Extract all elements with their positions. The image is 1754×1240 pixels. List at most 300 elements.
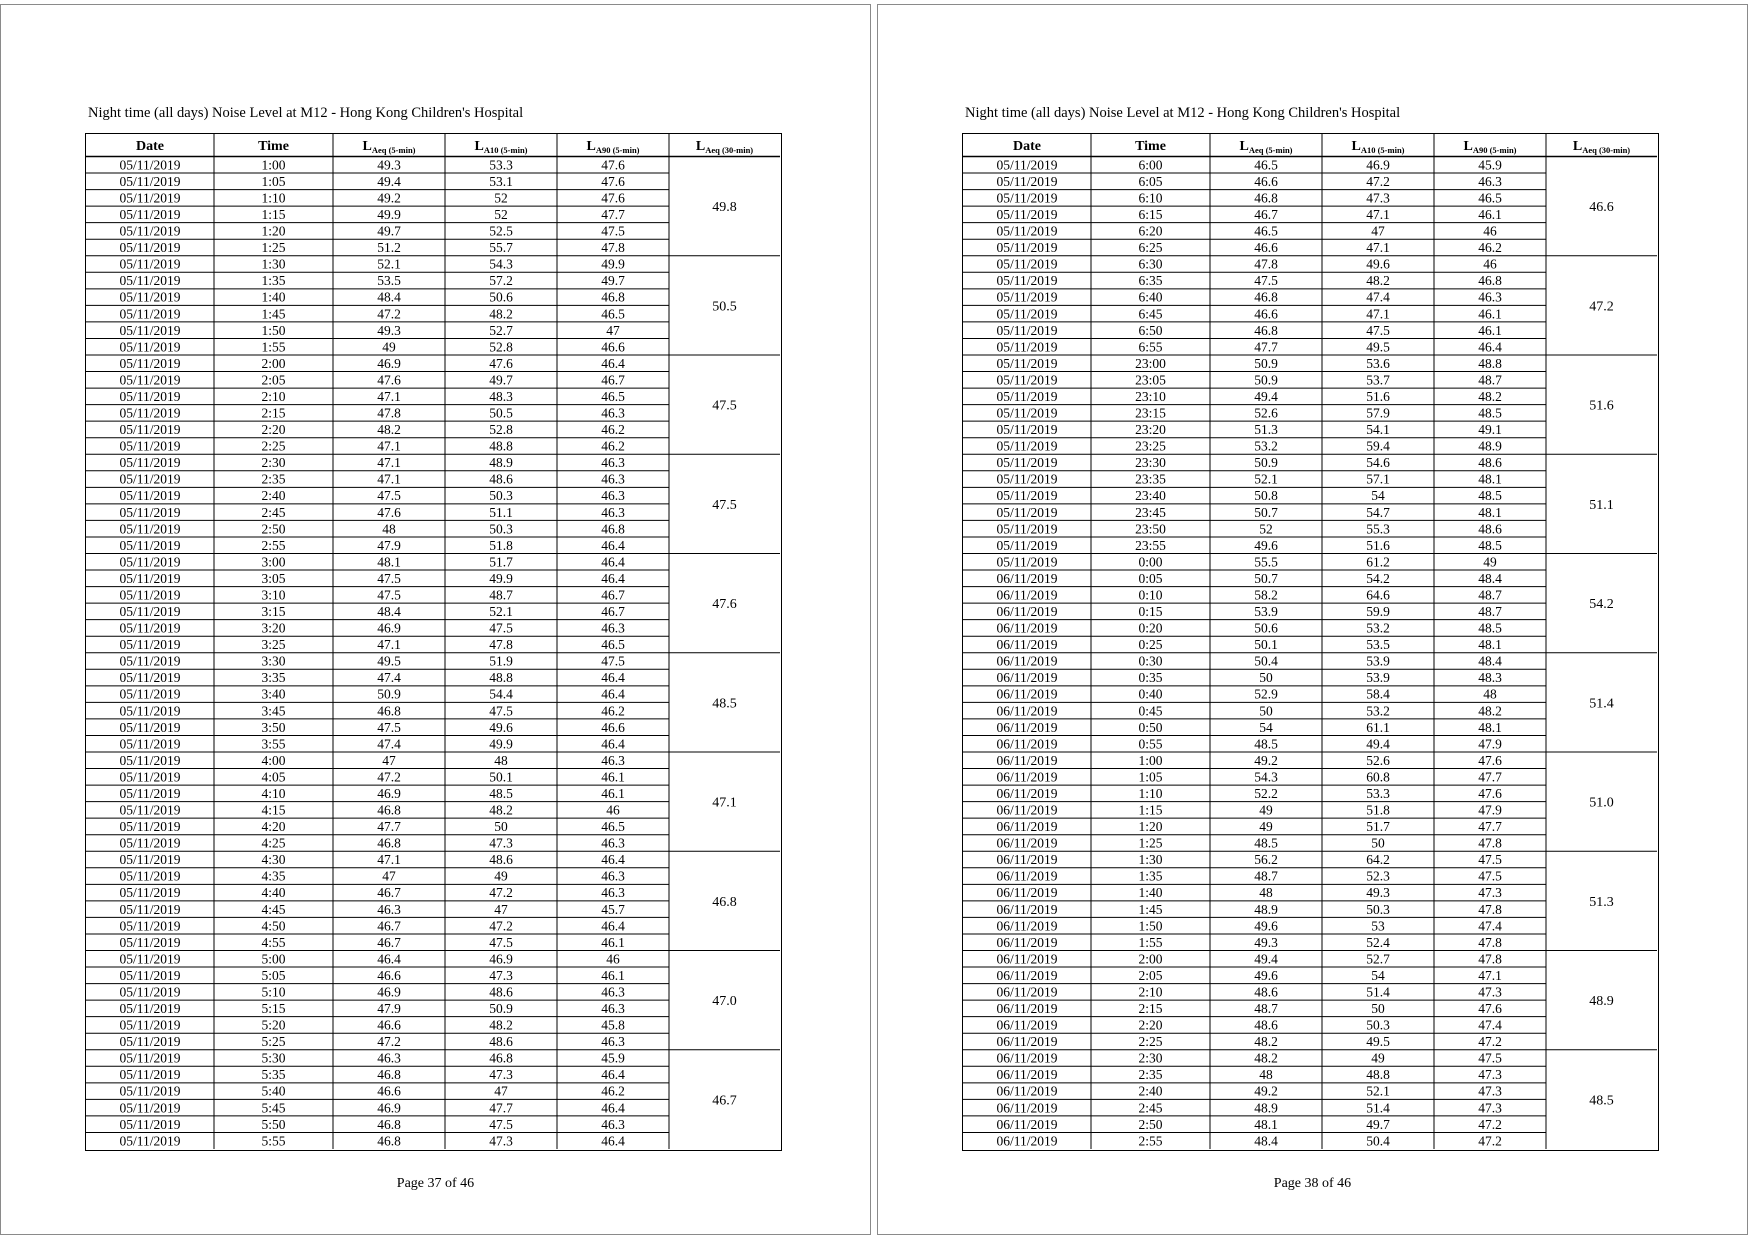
- cell-time: 0:50: [1138, 719, 1163, 735]
- cell-laeq-5min: 49.4: [377, 173, 401, 189]
- cell-laeq-5min: 46.6: [1254, 306, 1278, 322]
- cell-laeq-5min: 50.9: [1254, 355, 1278, 371]
- cell-laeq-30min: 47.0: [712, 994, 737, 1010]
- cell-laeq-5min: 46.9: [377, 785, 401, 801]
- cell-la10-5min: 47.6: [489, 355, 513, 371]
- cell-la90-5min: 46.5: [601, 388, 625, 404]
- cell-date: 05/11/2019: [119, 802, 181, 818]
- cell-laeq-5min: 58.2: [1254, 587, 1278, 603]
- cell-la10-5min: 47: [1371, 223, 1385, 239]
- cell-la10-5min: 49.3: [1366, 885, 1390, 901]
- cell-la90-5min: 46.1: [1478, 306, 1502, 322]
- cell-date: 06/11/2019: [996, 653, 1058, 669]
- cell-la10-5min: 51.8: [1366, 802, 1390, 818]
- cell-la10-5min: 53.1: [489, 173, 513, 189]
- cell-laeq-5min: 49.9: [377, 207, 401, 223]
- cell-la10-5min: 50.5: [489, 405, 513, 421]
- cell-la90-5min: 46.3: [601, 620, 625, 636]
- cell-la10-5min: 50.3: [489, 521, 513, 537]
- cell-date: 06/11/2019: [996, 1017, 1058, 1033]
- cell-laeq-5min: 46.7: [377, 885, 401, 901]
- cell-la10-5min: 50.4: [1366, 1133, 1390, 1149]
- column-header-subscript: Aeq (30-min): [705, 145, 754, 155]
- cell-la90-5min: 46.2: [601, 422, 625, 438]
- cell-time: 23:25: [1135, 438, 1166, 454]
- column-header-label: L: [1239, 139, 1249, 154]
- cell-time: 2:25: [261, 438, 286, 454]
- cell-date: 05/11/2019: [119, 785, 181, 801]
- cell-la90-5min: 47.3: [1478, 885, 1502, 901]
- cell-la90-5min: 46.3: [601, 405, 625, 421]
- page-title: Night time (all days) Noise Level at M12 - Hong Kong Children's Hospital: [88, 105, 524, 121]
- cell-laeq-5min: 47.2: [377, 306, 401, 322]
- cell-la10-5min: 46.9: [489, 951, 513, 967]
- cell-time: 6:25: [1138, 240, 1163, 256]
- cell-date: 05/11/2019: [119, 388, 181, 404]
- cell-laeq-5min: 54: [1259, 719, 1273, 735]
- cell-laeq-5min: 46.6: [377, 1083, 401, 1099]
- cell-time: 4:15: [261, 802, 286, 818]
- cell-time: 0:00: [1138, 554, 1163, 570]
- cell-time: 1:15: [261, 207, 286, 223]
- cell-la90-5min: 46.6: [601, 339, 625, 355]
- page-number: Page 37 of 46: [396, 1176, 475, 1191]
- cell-la10-5min: 53.3: [489, 157, 513, 173]
- cell-laeq-5min: 52.1: [1254, 471, 1278, 487]
- cell-laeq-5min: 48: [1259, 885, 1273, 901]
- cell-laeq-5min: 48.2: [1254, 1050, 1278, 1066]
- cell-la90-5min: 46.4: [601, 852, 625, 868]
- cell-time: 5:40: [261, 1083, 286, 1099]
- cell-time: 3:00: [261, 554, 286, 570]
- cell-la90-5min: 47: [606, 322, 620, 338]
- cell-la10-5min: 49.7: [489, 372, 513, 388]
- cell-time: 23:10: [1135, 388, 1166, 404]
- cell-la90-5min: 46.4: [601, 355, 625, 371]
- cell-la10-5min: 53: [1371, 918, 1385, 934]
- cell-la10-5min: 54: [1371, 488, 1385, 504]
- cell-date: 06/11/2019: [996, 1116, 1058, 1132]
- cell-laeq-5min: 47.1: [377, 637, 401, 653]
- cell-la90-5min: 46.4: [601, 918, 625, 934]
- cell-la90-5min: 48.5: [1478, 405, 1502, 421]
- cell-time: 1:50: [1138, 918, 1163, 934]
- cell-la90-5min: 46.3: [601, 1001, 625, 1017]
- cell-time: 4:20: [261, 819, 286, 835]
- cell-la90-5min: 46.3: [601, 752, 625, 768]
- cell-laeq-5min: 47.8: [1254, 256, 1278, 272]
- cell-time: 4:45: [261, 901, 286, 917]
- cell-time: 3:05: [261, 570, 286, 586]
- cell-laeq-5min: 46.4: [377, 951, 401, 967]
- column-header-label: L: [1463, 139, 1473, 154]
- cell-laeq-5min: 47.2: [377, 769, 401, 785]
- cell-date: 05/11/2019: [119, 455, 181, 471]
- column-header-label: L: [1351, 139, 1361, 154]
- column-header-label: L: [362, 139, 372, 154]
- cell-la10-5min: 47.2: [489, 918, 513, 934]
- cell-laeq-5min: 46.3: [377, 1050, 401, 1066]
- cell-la90-5min: 47.6: [601, 157, 625, 173]
- cell-la10-5min: 53.9: [1366, 653, 1390, 669]
- cell-laeq-30min: 51.0: [1589, 795, 1614, 811]
- column-header-label: Time: [258, 139, 289, 154]
- cell-date: 05/11/2019: [119, 190, 181, 206]
- cell-time: 1:50: [261, 322, 286, 338]
- cell-la90-5min: 47.2: [1478, 1034, 1502, 1050]
- page-left: [0, 4, 871, 1235]
- cell-la90-5min: 47.6: [1478, 1001, 1502, 1017]
- cell-la10-5min: 50: [1371, 1001, 1385, 1017]
- cell-time: 2:00: [1138, 951, 1163, 967]
- cell-la10-5min: 51.7: [489, 554, 513, 570]
- cell-la90-5min: 48.1: [1478, 504, 1502, 520]
- cell-time: 2:55: [261, 537, 286, 553]
- cell-time: 5:30: [261, 1050, 286, 1066]
- cell-laeq-5min: 48.6: [1254, 984, 1278, 1000]
- cell-laeq-30min: 49.8: [712, 200, 737, 216]
- cell-laeq-30min: 48.5: [1589, 1093, 1614, 1109]
- cell-la10-5min: 47.2: [489, 885, 513, 901]
- cell-date: 06/11/2019: [996, 769, 1058, 785]
- cell-la10-5min: 50.3: [489, 488, 513, 504]
- cell-time: 23:35: [1135, 471, 1166, 487]
- cell-time: 3:25: [261, 637, 286, 653]
- cell-la90-5min: 46.2: [601, 1083, 625, 1099]
- column-header-label: Date: [1013, 139, 1041, 154]
- cell-date: 05/11/2019: [119, 835, 181, 851]
- column-header-subscript: Aeq (5-min): [371, 145, 416, 155]
- cell-la10-5min: 47.2: [1366, 173, 1390, 189]
- cell-time: 2:05: [261, 372, 286, 388]
- cell-time: 0:55: [1138, 736, 1163, 752]
- cell-laeq-5min: 50.9: [377, 686, 401, 702]
- cell-la90-5min: 49.1: [1478, 422, 1502, 438]
- cell-laeq-5min: 46.9: [377, 1100, 401, 1116]
- cell-la90-5min: 48.7: [1478, 587, 1502, 603]
- cell-date: 05/11/2019: [996, 207, 1058, 223]
- cell-time: 2:55: [1138, 1133, 1163, 1149]
- cell-time: 2:50: [1138, 1116, 1163, 1132]
- cell-la90-5min: 47.4: [1478, 1017, 1502, 1033]
- cell-time: 4:30: [261, 852, 286, 868]
- noise-data-table: [85, 133, 782, 1151]
- cell-date: 05/11/2019: [996, 388, 1058, 404]
- cell-time: 0:05: [1138, 570, 1163, 586]
- column-header: [1135, 139, 1166, 154]
- cell-la90-5min: 47.6: [601, 190, 625, 206]
- cell-laeq-5min: 48: [1259, 1067, 1273, 1083]
- cell-la10-5min: 48.8: [489, 670, 513, 686]
- cell-time: 0:25: [1138, 637, 1163, 653]
- cell-la10-5min: 47.8: [489, 637, 513, 653]
- cell-date: 05/11/2019: [119, 554, 181, 570]
- cell-la10-5min: 51.4: [1366, 1100, 1390, 1116]
- cell-laeq-5min: 46.8: [377, 1116, 401, 1132]
- cell-la90-5min: 47.5: [1478, 852, 1502, 868]
- cell-date: 06/11/2019: [996, 686, 1058, 702]
- cell-date: 05/11/2019: [119, 604, 181, 620]
- cell-la90-5min: 48.1: [1478, 471, 1502, 487]
- cell-time: 5:45: [261, 1100, 286, 1116]
- cell-la10-5min: 51.1: [489, 504, 513, 520]
- cell-la10-5min: 47.3: [1366, 190, 1390, 206]
- column-header-label: Time: [1135, 139, 1166, 154]
- cell-la90-5min: 46: [1483, 256, 1497, 272]
- cell-la90-5min: 48.5: [1478, 537, 1502, 553]
- cell-la90-5min: 48.8: [1478, 355, 1502, 371]
- cell-la10-5min: 57.2: [489, 273, 513, 289]
- cell-la90-5min: 47.8: [1478, 934, 1502, 950]
- column-header-label: Date: [136, 139, 164, 154]
- cell-time: 0:40: [1138, 686, 1163, 702]
- cell-date: 06/11/2019: [996, 1050, 1058, 1066]
- cell-date: 05/11/2019: [996, 240, 1058, 256]
- cell-laeq-5min: 49: [1259, 819, 1273, 835]
- cell-laeq-5min: 47: [382, 752, 396, 768]
- cell-date: 05/11/2019: [119, 488, 181, 504]
- cell-la90-5min: 48.1: [1478, 719, 1502, 735]
- cell-la10-5min: 47.5: [489, 934, 513, 950]
- cell-laeq-5min: 52.6: [1254, 405, 1278, 421]
- cell-la90-5min: 48.7: [1478, 604, 1502, 620]
- cell-time: 0:20: [1138, 620, 1163, 636]
- column-header: [258, 139, 289, 154]
- cell-la10-5min: 47.5: [489, 620, 513, 636]
- cell-laeq-5min: 55.5: [1254, 554, 1278, 570]
- cell-laeq-5min: 49.3: [377, 157, 401, 173]
- cell-time: 2:40: [261, 488, 286, 504]
- cell-laeq-5min: 50.4: [1254, 653, 1278, 669]
- cell-date: 05/11/2019: [119, 1017, 181, 1033]
- cell-date: 05/11/2019: [996, 157, 1058, 173]
- cell-time: 5:10: [261, 984, 286, 1000]
- cell-la10-5min: 59.4: [1366, 438, 1390, 454]
- cell-la10-5min: 48.2: [489, 306, 513, 322]
- cell-laeq-5min: 46.8: [377, 1067, 401, 1083]
- cell-laeq-5min: 46.5: [1254, 157, 1278, 173]
- cell-laeq-5min: 47.7: [1254, 339, 1278, 355]
- cell-date: 05/11/2019: [119, 752, 181, 768]
- cell-laeq-5min: 50: [1259, 703, 1273, 719]
- cell-la10-5min: 49.4: [1366, 736, 1390, 752]
- cell-time: 2:20: [261, 422, 286, 438]
- cell-date: 05/11/2019: [119, 570, 181, 586]
- column-header: [696, 139, 753, 155]
- cell-la10-5min: 49.9: [489, 570, 513, 586]
- cell-date: 05/11/2019: [996, 488, 1058, 504]
- column-header-subscript: A90 (5-min): [595, 145, 640, 155]
- cell-la90-5min: 47.2: [1478, 1133, 1502, 1149]
- cell-la10-5min: 47.4: [1366, 289, 1390, 305]
- cell-la10-5min: 52: [494, 190, 508, 206]
- cell-time: 2:25: [1138, 1034, 1163, 1050]
- cell-la90-5min: 47.3: [1478, 984, 1502, 1000]
- cell-la90-5min: 45.8: [601, 1017, 625, 1033]
- cell-laeq-5min: 50: [1259, 670, 1273, 686]
- cell-date: 05/11/2019: [996, 190, 1058, 206]
- cell-la90-5min: 46.4: [601, 554, 625, 570]
- cell-laeq-5min: 47.8: [377, 405, 401, 421]
- cell-la90-5min: 46.3: [601, 504, 625, 520]
- cell-time: 2:45: [261, 504, 286, 520]
- cell-time: 6:10: [1138, 190, 1163, 206]
- cell-laeq-5min: 48.7: [1254, 1001, 1278, 1017]
- cell-laeq-5min: 46.9: [377, 620, 401, 636]
- cell-time: 2:45: [1138, 1100, 1163, 1116]
- cell-la10-5min: 55.7: [489, 240, 513, 256]
- cell-la90-5min: 46.7: [601, 372, 625, 388]
- cell-laeq-5min: 46.8: [1254, 289, 1278, 305]
- cell-laeq-5min: 52.2: [1254, 785, 1278, 801]
- cell-date: 05/11/2019: [996, 554, 1058, 570]
- cell-la90-5min: 47.9: [1478, 802, 1502, 818]
- cell-time: 5:15: [261, 1001, 286, 1017]
- cell-date: 05/11/2019: [119, 934, 181, 950]
- cell-laeq-5min: 53.9: [1254, 604, 1278, 620]
- cell-date: 05/11/2019: [119, 223, 181, 239]
- cell-la90-5min: 47.5: [601, 223, 625, 239]
- cell-date: 06/11/2019: [996, 1100, 1058, 1116]
- cell-time: 1:00: [261, 157, 286, 173]
- cell-la90-5min: 48.2: [1478, 388, 1502, 404]
- cell-la90-5min: 46.4: [1478, 339, 1502, 355]
- cell-la90-5min: 48.3: [1478, 670, 1502, 686]
- cell-time: 1:30: [261, 256, 286, 272]
- cell-la90-5min: 46.5: [601, 819, 625, 835]
- cell-time: 6:50: [1138, 322, 1163, 338]
- cell-time: 1:45: [1138, 901, 1163, 917]
- cell-date: 05/11/2019: [119, 686, 181, 702]
- cell-time: 1:15: [1138, 802, 1163, 818]
- cell-la10-5min: 49.5: [1366, 339, 1390, 355]
- cell-la10-5min: 54.2: [1366, 570, 1390, 586]
- cell-time: 5:35: [261, 1067, 286, 1083]
- cell-la10-5min: 52.1: [1366, 1083, 1390, 1099]
- cell-laeq-30min: 51.3: [1589, 894, 1614, 910]
- cell-date: 06/11/2019: [996, 802, 1058, 818]
- cell-la10-5min: 47.7: [489, 1100, 513, 1116]
- cell-la90-5min: 47.7: [1478, 769, 1502, 785]
- cell-la90-5min: 47.5: [601, 653, 625, 669]
- cell-laeq-5min: 49: [382, 339, 396, 355]
- cell-laeq-5min: 46.8: [377, 802, 401, 818]
- cell-la10-5min: 49.5: [1366, 1034, 1390, 1050]
- cell-la10-5min: 48.6: [489, 1034, 513, 1050]
- column-header: [1463, 139, 1516, 155]
- cell-time: 4:50: [261, 918, 286, 934]
- column-header: [474, 139, 527, 155]
- cell-time: 2:05: [1138, 967, 1163, 983]
- cell-laeq-5min: 49.6: [1254, 537, 1278, 553]
- cell-time: 6:30: [1138, 256, 1163, 272]
- cell-laeq-5min: 48.4: [1254, 1133, 1278, 1149]
- cell-laeq-5min: 46.6: [377, 967, 401, 983]
- cell-time: 1:25: [1138, 835, 1163, 851]
- cell-laeq-5min: 49.3: [377, 322, 401, 338]
- cell-time: 2:15: [261, 405, 286, 421]
- cell-la10-5min: 64.6: [1366, 587, 1390, 603]
- cell-time: 2:10: [1138, 984, 1163, 1000]
- cell-time: 0:15: [1138, 604, 1163, 620]
- cell-laeq-30min: 51.4: [1589, 696, 1614, 712]
- cell-la90-5min: 48.5: [1478, 620, 1502, 636]
- cell-la10-5min: 50.9: [489, 1001, 513, 1017]
- cell-date: 05/11/2019: [119, 620, 181, 636]
- cell-date: 05/11/2019: [119, 289, 181, 305]
- cell-date: 05/11/2019: [119, 885, 181, 901]
- cell-la10-5min: 47.5: [489, 1116, 513, 1132]
- cell-time: 4:05: [261, 769, 286, 785]
- cell-la90-5min: 47.8: [1478, 901, 1502, 917]
- cell-laeq-5min: 47.1: [377, 852, 401, 868]
- cell-date: 05/11/2019: [119, 339, 181, 355]
- cell-time: 2:35: [261, 471, 286, 487]
- cell-la10-5min: 54.6: [1366, 455, 1390, 471]
- noise-data-table-grid: [86, 134, 780, 1149]
- cell-date: 05/11/2019: [119, 1067, 181, 1083]
- cell-laeq-5min: 48.9: [1254, 1100, 1278, 1116]
- cell-time: 4:10: [261, 785, 286, 801]
- cell-la90-5min: 46: [606, 951, 620, 967]
- cell-la90-5min: 46.8: [1478, 273, 1502, 289]
- cell-laeq-5min: 47.4: [377, 736, 401, 752]
- cell-la90-5min: 46.6: [601, 719, 625, 735]
- column-header: [1351, 139, 1404, 155]
- cell-date: 05/11/2019: [119, 438, 181, 454]
- cell-laeq-5min: 50.6: [1254, 620, 1278, 636]
- cell-la10-5min: 53.7: [1366, 372, 1390, 388]
- cell-date: 05/11/2019: [119, 504, 181, 520]
- cell-laeq-30min: 46.7: [712, 1093, 737, 1109]
- cell-la90-5min: 46.8: [601, 289, 625, 305]
- noise-data-table: [962, 133, 1659, 1151]
- cell-time: 0:10: [1138, 587, 1163, 603]
- cell-laeq-5min: 48: [382, 521, 396, 537]
- cell-time: 1:05: [1138, 769, 1163, 785]
- cell-la10-5min: 52.4: [1366, 934, 1390, 950]
- cell-time: 1:55: [1138, 934, 1163, 950]
- cell-la90-5min: 46: [606, 802, 620, 818]
- cell-la90-5min: 47.6: [1478, 752, 1502, 768]
- cell-time: 1:35: [261, 273, 286, 289]
- cell-la10-5min: 51.9: [489, 653, 513, 669]
- cell-time: 1:10: [261, 190, 286, 206]
- cell-time: 1:20: [1138, 819, 1163, 835]
- cell-la10-5min: 48.8: [489, 438, 513, 454]
- cell-date: 06/11/2019: [996, 785, 1058, 801]
- cell-time: 2:50: [261, 521, 286, 537]
- cell-date: 05/11/2019: [119, 157, 181, 173]
- cell-la90-5min: 48.2: [1478, 703, 1502, 719]
- cell-la10-5min: 52.7: [489, 322, 513, 338]
- cell-time: 3:30: [261, 653, 286, 669]
- cell-la10-5min: 51.4: [1366, 984, 1390, 1000]
- page-title: Night time (all days) Noise Level at M12 - Hong Kong Children's Hospital: [965, 105, 1401, 121]
- cell-la10-5min: 48: [494, 752, 508, 768]
- cell-la90-5min: 46.4: [601, 537, 625, 553]
- cell-la10-5min: 54: [1371, 967, 1385, 983]
- cell-la10-5min: 49.6: [489, 719, 513, 735]
- cell-la90-5min: 46.3: [601, 885, 625, 901]
- cell-date: 05/11/2019: [996, 438, 1058, 454]
- cell-la10-5min: 52.6: [1366, 752, 1390, 768]
- column-header-label: L: [1572, 139, 1583, 154]
- cell-laeq-5min: 48.4: [377, 289, 401, 305]
- cell-la90-5min: 46.2: [601, 438, 625, 454]
- cell-la90-5min: 47.8: [601, 240, 625, 256]
- cell-laeq-5min: 46.8: [377, 835, 401, 851]
